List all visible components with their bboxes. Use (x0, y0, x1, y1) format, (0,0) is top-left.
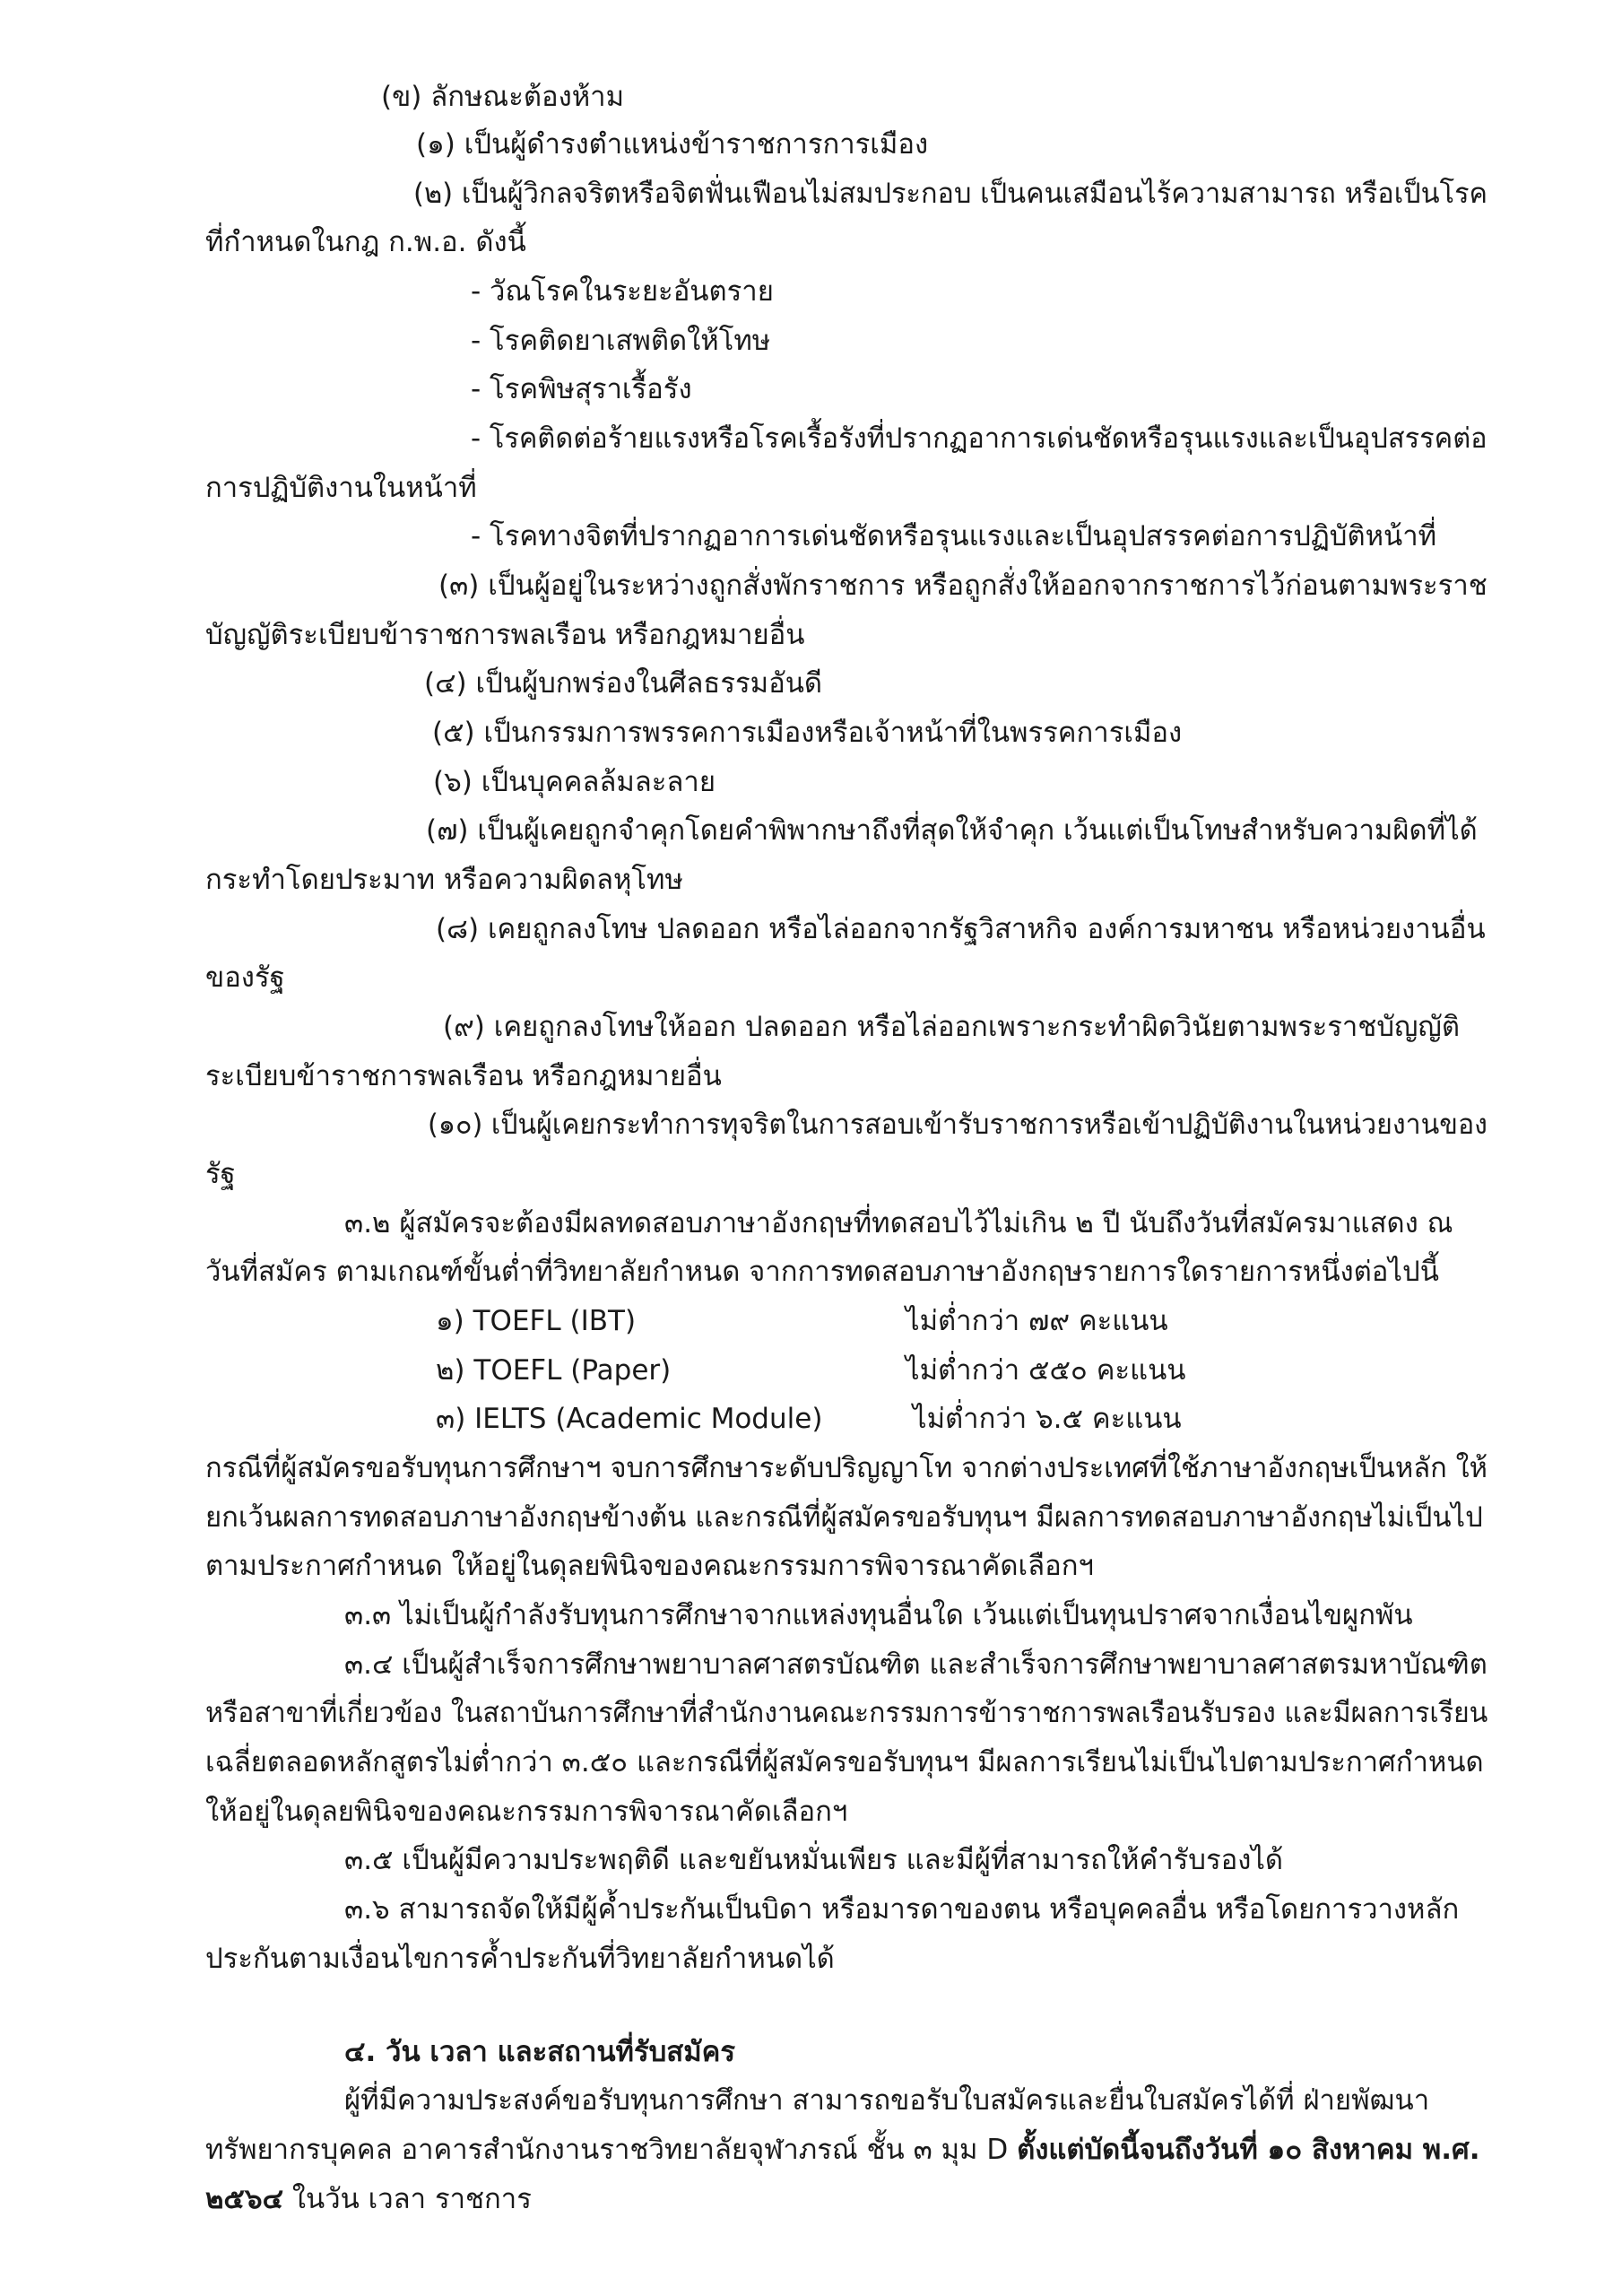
item-10-line-2: รัฐ (205, 1158, 236, 1190)
item-3-line-2: บัญญัติระเบียบข้าราชการพลเรือน หรือกฎหมายอื่น (205, 619, 805, 651)
item-7-line-1: (๗) เป็นผู้เคยถูกจำคุกโดยคำพิพากษาถึงที่สุดให้จำคุก เว้นแต่เป็นโทษสำหรับความผิดที่ได้ (426, 814, 1478, 847)
test-3-score: ไม่ต่ำกว่า ๖.๕ คะแนน (913, 1403, 1182, 1435)
item-3-line-1: (๓) เป็นผู้อยู่ในระหว่างถูกสั่งพักราชการ หรือถูกสั่งให้ออกจากราชการไว้ก่อนตามพระราช (438, 570, 1488, 602)
section-4-heading: ๔. วัน เวลา และสถานที่รับสมัคร (344, 2036, 736, 2068)
para-3-2-line-1: ๓.๒ ผู้สมัครจะต้องมีผลทดสอบภาษาอังกฤษที่ทดสอบไว้ไม่เกิน ๒ ปี นับถึงวันที่สมัครมาแสดง ณ (344, 1207, 1453, 1239)
item-9-line-1: (๙) เคยถูกลงโทษให้ออก ปลดออก หรือไล่ออกเพราะกระทำผิดวินัยตามพระราชบัญญัติ (443, 1011, 1460, 1043)
item-8-line-1: (๘) เคยถูกลงโทษ ปลดออก หรือไล่ออกจากรัฐวิสาหกิจ องค์การมหาชน หรือหน่วยงานอื่น (436, 913, 1486, 945)
disease-4-line-1: - โรคติดต่อร้ายแรงหรือโรคเรื้อรังที่ปรากฏอาการเด่นชัดหรือรุนแรงและเป็นอุปสรรคต่อ (471, 422, 1488, 455)
item-10-line-1: (๑๐) เป็นผู้เคยกระทำการทุจริตในการสอบเข้ารับราชการหรือเข้าปฏิบัติงานในหน่วยงานของ (428, 1109, 1488, 1141)
item-1: (๑) เป็นผู้ดำรงตำแหน่งข้าราชการการเมือง (416, 128, 929, 161)
section-b-heading: (ข) ลักษณะต้องห้าม (381, 81, 625, 113)
application-deadline: ตั้งแต่บัดนี้จนถึงวันที่ ๑๐ สิงหาคม พ.ศ. (1017, 2134, 1480, 2166)
item-8-line-2: ของรัฐ (205, 961, 285, 994)
item-9-line-2: ระเบียบข้าราชการพลเรือน หรือกฎหมายอื่น (205, 1060, 722, 1092)
test-2-name: ๒) TOEFL (Paper) (436, 1354, 672, 1387)
section-4-line-3 (205, 2181, 532, 2217)
para-3-6-line-2: ประกันตามเงื่อนไขการค้ำประกันที่วิทยาลัยกำหนดได้ (205, 1943, 835, 1975)
test-2-score: ไม่ต่ำกว่า ๕๕๐ คะแนน (906, 1354, 1186, 1387)
deadline-year: ๒๕๖๔ (205, 2183, 284, 2215)
test-3-name: ๓) IELTS (Academic Module) (436, 1403, 823, 1435)
para-3-4-line-4: ให้อยู่ในดุลยพินิจของคณะกรรมการพิจารณาคัดเลือกฯ (205, 1796, 848, 1828)
disease-4-line-2: การปฏิบัติงานในหน้าที่ (205, 472, 477, 504)
section-4-line-2 (205, 2132, 1479, 2168)
office-hours-text: ในวัน เวลา ราชการ (283, 2183, 532, 2215)
item-7-line-2: กระทำโดยประมาท หรือความผิดลหุโทษ (205, 864, 683, 896)
test-note-line-1: กรณีที่ผู้สมัครขอรับทุนการศึกษาฯ จบการศึกษาระดับปริญญาโท จากต่างประเทศที่ใช้ภาษาอังกฤษเป็นหลัก ให้ (205, 1452, 1488, 1484)
item-2-line-2: ที่กำหนดในกฎ ก.พ.อ. ดังนี้ (205, 226, 526, 258)
test-1-name: ๑) TOEFL (IBT) (436, 1305, 637, 1337)
section-4-line-2-text: ทรัพยากรบุคคล อาคารสำนักงานราชวิทยาลัยจุฬาภรณ์ ชั้น ๓ มุม D (205, 2134, 1018, 2166)
test-note-line-3: ตามประกาศกำหนด ให้อยู่ในดุลยพินิจของคณะกรรมการพิจารณาคัดเลือกฯ (205, 1550, 1094, 1582)
para-3-4-line-2: หรือสาขาที่เกี่ยวข้อง ในสถาบันการศึกษาที่สำนักงานคณะกรรมการข้าราชการพลเรือนรับรอง และมีผลการเรียน (205, 1697, 1488, 1729)
disease-1: - วัณโรคในระยะอันตราย (471, 275, 774, 308)
para-3-2-line-2: วันที่สมัคร ตามเกณฑ์ขั้นต่ำที่วิทยาลัยกำหนด จากการทดสอบภาษาอังกฤษรายการใดรายการหนึ่งต่อไปนี้ (205, 1256, 1439, 1288)
disease-2: - โรคติดยาเสพติดให้โทษ (471, 325, 771, 357)
para-3-4-line-1: ๓.๔ เป็นผู้สำเร็จการศึกษาพยาบาลศาสตรบัณฑิต และสำเร็จการศึกษาพยาบาลศาสตรมหาบัณฑิต (344, 1648, 1488, 1681)
test-note-line-2: ยกเว้นผลการทดสอบภาษาอังกฤษข้างต้น และกรณีที่ผู้สมัครขอรับทุนฯ มีผลการทดสอบภาษาอังกฤษไม่เป็นไป (205, 1501, 1483, 1534)
para-3-5: ๓.๕ เป็นผู้มีความประพฤติดี และขยันหมั่นเพียร และมีผู้ที่สามารถให้คำรับรองได้ (344, 1844, 1284, 1876)
para-3-3: ๓.๓ ไม่เป็นผู้กำลังรับทุนการศึกษาจากแหล่งทุนอื่นใด เว้นแต่เป็นทุนปราศจากเงื่อนไขผูกพัน (344, 1599, 1413, 1631)
section-4-line-1: ผู้ที่มีความประสงค์ขอรับทุนการศึกษา สามารถขอรับใบสมัครและยื่นใบสมัครได้ที่ ฝ่ายพัฒนา (344, 2084, 1430, 2117)
disease-3: - โรคพิษสุราเรื้อรัง (471, 373, 692, 405)
item-2-line-1: (๒) เป็นผู้วิกลจริตหรือจิตฟั่นเฟือนไม่สมประกอบ เป็นคนเสมือนไร้ความสามารถ หรือเป็นโรค (413, 178, 1488, 210)
item-5: (๕) เป็นกรรมการพรรคการเมืองหรือเจ้าหน้าที่ในพรรคการเมือง (432, 717, 1183, 749)
disease-5: - โรคทางจิตที่ปรากฏอาการเด่นชัดหรือรุนแรงและเป็นอุปสรรคต่อการปฏิบัติหน้าที่ (471, 520, 1437, 552)
item-4: (๔) เป็นผู้บกพร่องในศีลธรรมอันดี (424, 667, 823, 700)
item-6: (๖) เป็นบุคคลล้มละลาย (433, 766, 716, 798)
para-3-6-line-1: ๓.๖ สามารถจัดให้มีผู้ค้ำประกันเป็นบิดา หรือมารดาของตน หรือบุคคลอื่น หรือโดยการวางหลัก (344, 1893, 1460, 1926)
para-3-4-line-3: เฉลี่ยตลอดหลักสูตรไม่ต่ำกว่า ๓.๕๐ และกรณีที่ผู้สมัครขอรับทุนฯ มีผลการเรียนไม่เป็นไปตามประกาศกำหนด (205, 1746, 1484, 1779)
test-1-score: ไม่ต่ำกว่า ๗๙ คะแนน (906, 1305, 1168, 1337)
